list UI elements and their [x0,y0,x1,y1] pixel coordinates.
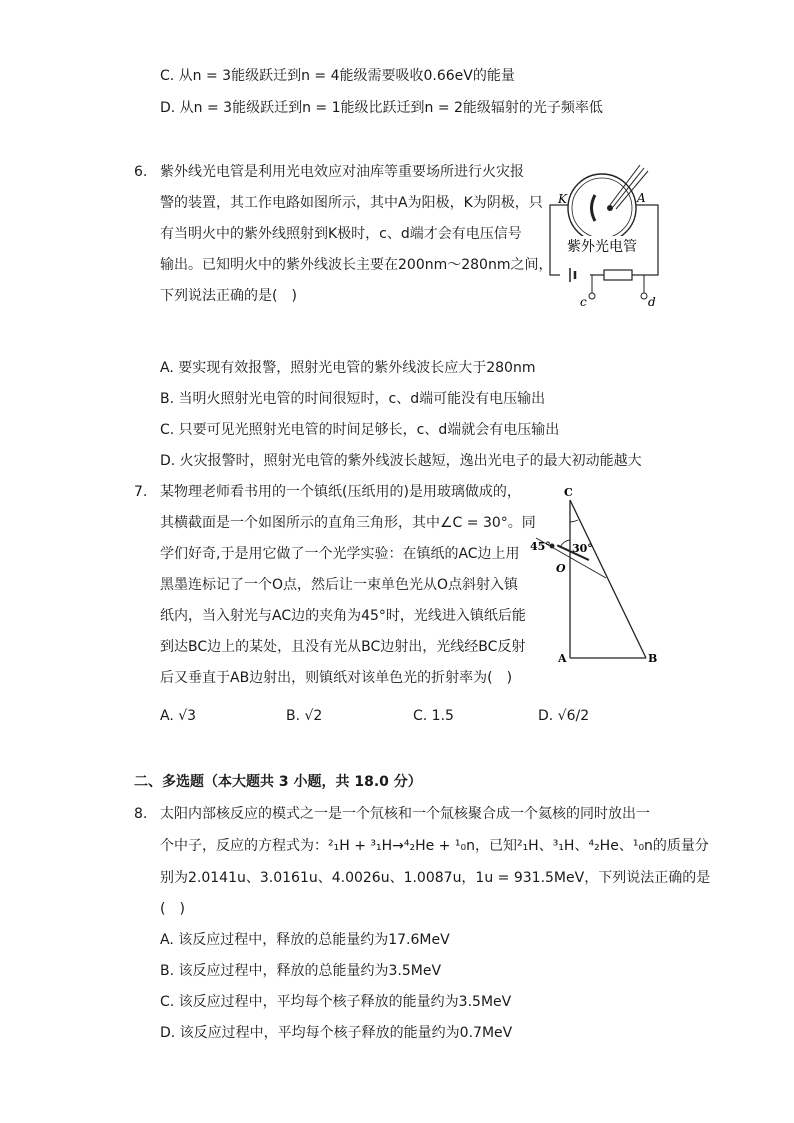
q7-stem-line-2: 其横截面是一个如图所示的直角三角形，其中∠C = 30°。同 [160,515,536,531]
q8-option-a: A. 该反应过程中，释放的总能量约为17.6MeV [160,932,450,948]
label-c: c [580,295,587,309]
q8-stem-line-1: 太阳内部核反应的模式之一是一个氘核和一个氚核聚合成一个氦核的同时放出一 [160,806,650,822]
q7-option-d: D. √6/2 [538,708,590,724]
q8-option-b: B. 该反应过程中，释放的总能量约为3.5MeV [160,963,442,979]
q6-option-d: D. 火灾报警时，照射光电管的紫外线波长越短，逸出光电子的最大初动能越大 [160,453,642,469]
q8-stem-line-3: 别为2.0141u、3.0161u、4.0026u、1.0087u，1u = 931.5MeV，下列说法正确的是 [160,870,711,886]
q7-option-c: C. 1.5 [413,708,454,724]
vertex-b: B [648,652,658,665]
q7-stem-line-3: 学们好奇,于是用它做了一个光学实验：在镇纸的AC边上用 [160,546,520,562]
q7-number: 7. [134,484,148,500]
phototube-circuit-figure [540,160,670,310]
q8-option-d: D. 该反应过程中，平均每个核子释放的能量约为0.7MeV [160,1025,513,1041]
q6-option-b: B. 当明火照射光电管的时间很短时，c、d端可能没有电压输出 [160,391,546,407]
q6-stem-line-1: 紫外线光电管是利用光电效应对油库等重要场所进行火灾报 [160,164,524,180]
q8-option-c: C. 该反应过程中，平均每个核子释放的能量约为3.5MeV [160,994,512,1010]
angle-30: 30° [572,542,593,555]
q6-stem-line-5: 下列说法正确的是( ) [160,288,297,304]
q7-stem-line-1: 某物理老师看书用的一个镇纸(压纸用的)是用玻璃做成的， [160,484,521,500]
q7-stem-line-6: 到达BC边上的某处，且没有光从BC边射出，光线经BC反射 [160,639,526,655]
q5-option-d: D. 从n = 3能级跃迁到n = 1能级比跃迁到n = 2能级辐射的光子频率低 [160,100,603,116]
vertex-a: A [558,652,567,665]
q5-option-c: C. 从n = 3能级跃迁到n = 4能级需要吸收0.66eV的能量 [160,68,515,84]
angle-45: 45° [530,540,551,553]
q6-number: 6. [134,164,148,180]
point-o: O [556,562,566,575]
label-a: A [637,191,646,205]
q7-option-b: B. √2 [286,708,323,724]
q6-option-c: C. 只要可见光照射光电管的时间足够长，c、d端就会有电压输出 [160,422,560,438]
q8-stem-line-4: ( ) [160,901,185,917]
q6-stem-line-4: 输出。已知明火中的紫外线波长主要在200nm～280nm之间， [160,257,553,273]
phototube-label: 紫外光电管 [567,239,637,255]
q7-option-a: A. √3 [160,708,197,724]
label-d: d [648,295,656,309]
triangle-prism-figure [528,482,668,670]
vertex-c: C [564,486,573,499]
q6-stem-line-3: 有当明火中的紫外线照射到K极时，c、d端才会有电压信号 [160,226,522,242]
q8-number: 8. [134,806,148,822]
q7-stem-line-7: 后又垂直于AB边射出，则镇纸对该单色光的折射率为( ) [160,670,513,686]
label-k: K [558,192,567,206]
q6-stem-line-2: 警的装置，其工作电路如图所示，其中A为阳极，K为阴极，只 [160,195,543,211]
q8-stem-line-2: 个中子，反应的方程式为：²₁H + ³₁H→⁴₂He + ¹₀n，已知²₁H、³₁H、⁴₂He、¹₀n的质量分 [160,838,709,854]
q7-stem-line-5: 纸内，当入射光与AC边的夹角为45°时，光线进入镇纸后能 [160,608,526,624]
q6-option-a: A. 要实现有效报警，照射光电管的紫外线波长应大于280nm [160,360,536,376]
q7-stem-line-4: 黑墨连标记了一个O点，然后让一束单色光从O点斜射入镇 [160,577,519,593]
section-title-multi-choice: 二、多选题（本大题共 3 小题，共 18.0 分） [134,774,422,790]
